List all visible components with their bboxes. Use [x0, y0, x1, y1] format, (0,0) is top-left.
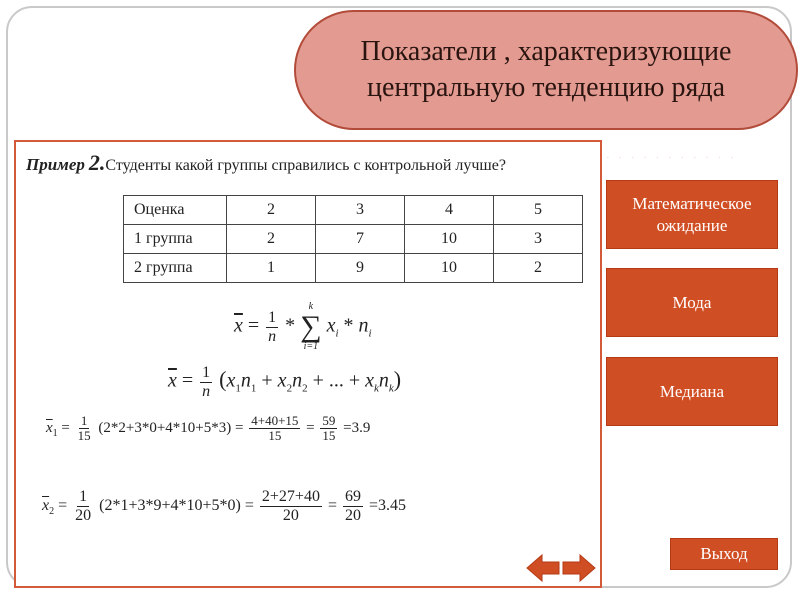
prev-button[interactable]: [526, 553, 560, 583]
group1-count: 15: [322, 428, 336, 444]
table-cell: 2: [227, 225, 316, 254]
exit-button-label: Выход: [700, 544, 748, 563]
formula-mean-expanded: $\overline{x}$ = $\frac{1}{n}$ ($x_1n_1 + x_2n_2$ + ... + $x_kn_k$): [168, 364, 402, 400]
arrow-left-icon: [526, 553, 560, 583]
group2-denominator: 20: [282, 506, 299, 524]
table-cell: 1 группа: [124, 225, 227, 254]
table-cell: 3: [316, 196, 405, 225]
slide-title: [294, 10, 798, 130]
table-cell: 2 группа: [124, 254, 227, 283]
example-label: Пример: [26, 155, 85, 174]
sum-upper-limit: k: [308, 301, 314, 312]
mode-button-label: Мода: [672, 292, 712, 312]
table-cell: 5: [494, 196, 583, 225]
group2-sum: 69: [344, 488, 361, 505]
example-panel: [14, 140, 602, 588]
sum-lower-limit: i=1: [303, 341, 319, 352]
formula-group2: $\overline{x}_2$ = $\frac{1}{20}$ (2*1+3*9+4*10+5*0) = $\frac{2+27+40}{20}$ = $\frac{69}{20}$ =3.45: [42, 488, 407, 524]
table-cell: 10: [405, 254, 494, 283]
expectation-button[interactable]: [606, 180, 778, 249]
example-question: [26, 150, 506, 176]
table-cell: 2: [227, 196, 316, 225]
median-button[interactable]: [606, 357, 778, 426]
exit-button[interactable]: [670, 538, 778, 570]
table-cell: 3: [494, 225, 583, 254]
table-cell: Оценка: [124, 196, 227, 225]
group1-numerator: 4+40+15: [251, 413, 299, 428]
table-row: [124, 225, 583, 254]
next-button[interactable]: [562, 553, 596, 583]
arrow-right-icon: [562, 553, 596, 583]
table-cell: 4: [405, 196, 494, 225]
slide-title-text: Показатели , характеризующие центральную тенденцию ряда: [360, 36, 732, 103]
group1-sum: 59: [322, 413, 336, 428]
table-cell: 1: [227, 254, 316, 283]
group2-numerator: 2+27+40: [261, 488, 320, 505]
group2-result: =3.45: [368, 496, 407, 514]
group2-expression: (2*1+3*9+4*10+5*0): [99, 496, 241, 514]
formula-mean-sum: $\overline{x}$ = $\frac{1}{n}$ * k ∑ i=1 $x_i * n_i$: [234, 301, 372, 352]
group1-denominator: 15: [268, 428, 282, 444]
expectation-button-label: Математическое ожидание: [632, 193, 752, 235]
grades-table: [123, 195, 583, 283]
question-text: Студенты какой группы справились с контрольной лучше?: [105, 157, 506, 174]
table-cell: 2: [494, 254, 583, 283]
group1-result: =3.9: [343, 420, 371, 437]
mode-button[interactable]: [606, 268, 778, 337]
table-cell: 9: [316, 254, 405, 283]
group2-count: 20: [344, 506, 361, 524]
sigma-icon: ∑: [300, 310, 322, 343]
table-row: [124, 254, 583, 283]
group1-expression: (2*2+3*0+4*10+5*3): [98, 420, 232, 437]
table-cell: 10: [405, 225, 494, 254]
example-number: 2.: [88, 150, 106, 175]
table-cell: 7: [316, 225, 405, 254]
median-button-label: Медиана: [659, 381, 725, 401]
table-header-row: [124, 196, 583, 225]
decorative-dots: · · · · · · · · · · ·: [606, 152, 737, 164]
formula-group1: $\overline{x}_1$ = $\frac{1}{15}$ (2*2+3*0+4*10+5*3) = $\frac{4+40+15}{15}$ = $\frac{59}{15}$ =3.9: [46, 413, 371, 444]
